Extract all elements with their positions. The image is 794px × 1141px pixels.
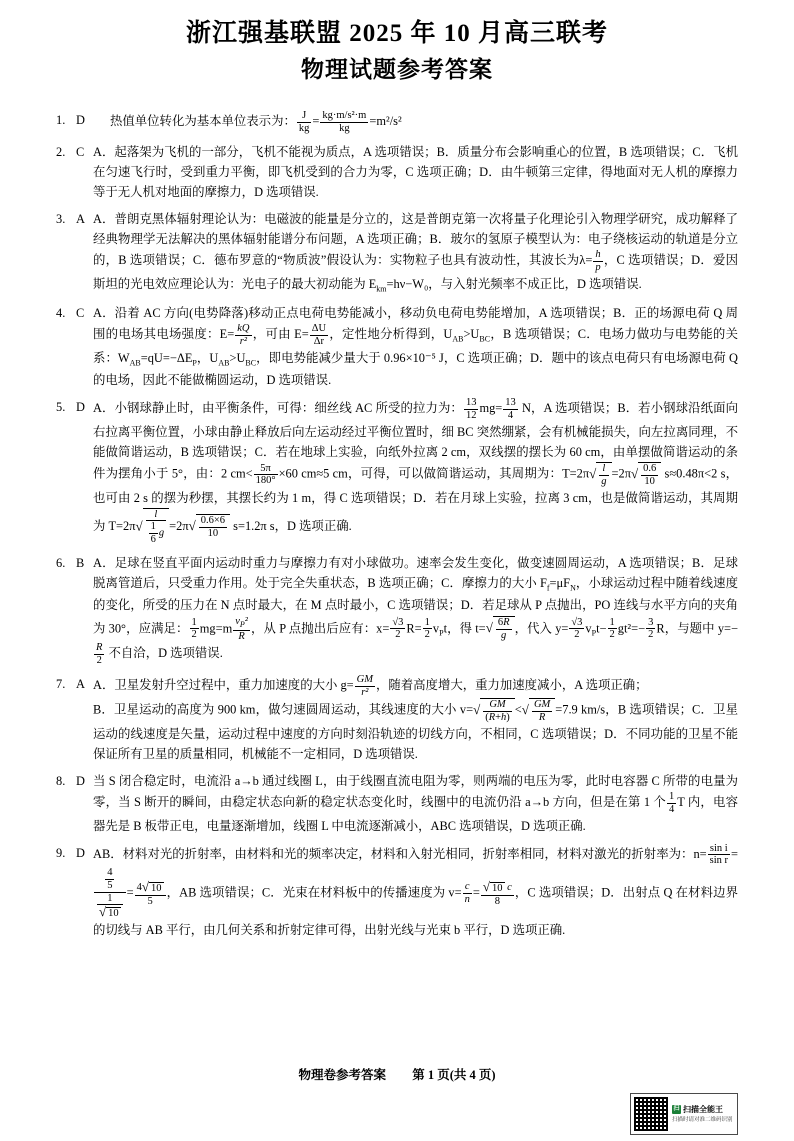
answer-body	[93, 843, 738, 941]
subscript: f	[546, 583, 550, 593]
answer-key: B	[76, 555, 85, 570]
answer-text: ，从 P 点抛出后应有：x=	[250, 620, 390, 635]
answer-text: =7.9 km/s，B 选项错误；C．卫星运动的线速度是矢量，运动过程中速度的方向时刻沿轨迹的切线方向，不相同，C 选项错误；D．不同功能的卫星不能保证所有卫星的质量相同，机械能不一定相同，D 选项错误.	[93, 702, 738, 761]
answer-number: 7.	[56, 676, 66, 691]
answer-number: 5.	[56, 400, 66, 415]
answer-text: 当 S 闭合稳定时，电流沿 a→b 通过线圈 L，由于线圈直流电阻为零，则两端的电压为零，此时电容器 C 所带的电量为零，当 S 断开的瞬间，由稳定状态向新的稳定状态变化时，线圈中的电流仍沿 a→b 方向，但是在第 1 个	[93, 774, 738, 810]
qr-description: 扫描时请对准二维码识别	[672, 1116, 733, 1123]
answer-text: B．卫星运动的高度为 900 km，做匀速圆周运动，其线速度的大小 v=	[93, 702, 474, 717]
subscript: N	[570, 583, 576, 593]
answer-number: 2.	[56, 144, 66, 159]
fraction: $\frac{4√ 10}{5}$	[135, 880, 166, 908]
page-number: 第 1 页(共 4 页)	[412, 1068, 496, 1082]
subscript: AB	[452, 334, 464, 344]
answer-text: =2π	[169, 518, 189, 533]
subscript: AB	[129, 358, 141, 368]
fraction: $\frac{\text{sin i}}{\text{sin r}}$	[709, 842, 728, 867]
answer-text: ，代入 y=	[514, 620, 569, 635]
footer-label: 物理卷参考答案	[298, 1068, 386, 1082]
answer-body	[93, 553, 738, 667]
unit-expression: m²/s²	[376, 114, 402, 129]
subscript: P	[439, 628, 444, 638]
answer-body	[93, 674, 738, 764]
answer-text: ，C 选项错误；D．出射点 Q 在材料边界的切线与 AB 平行，由几何关系和折射定律可得，出射光线与光束 b 平行，D 选项正确.	[93, 885, 738, 938]
answer-key: C	[76, 144, 85, 159]
answer-key: D	[76, 845, 85, 860]
answer-text: ，U	[196, 350, 219, 365]
answer-text: ，B 选项错误；C．电场力做功与电势能的关系：W	[93, 327, 738, 365]
answer-number: 9.	[56, 845, 66, 860]
answer-key: C	[76, 306, 85, 321]
fraction: $\frac{\text{kg·m/s²·m}}{kg}$	[322, 110, 367, 135]
answer-text: 热值单位转化为基本单位表示为：	[110, 114, 296, 129]
equals-sign: =	[369, 114, 377, 129]
answer-text: =2π	[569, 466, 590, 481]
answer-text: t，得 t=	[443, 620, 486, 635]
answer-body	[93, 110, 738, 135]
fraction: $\frac{1}{2}$	[191, 616, 197, 641]
square-root: √ $\frac{GM}{R}$	[522, 698, 555, 724]
equals-sign: =	[126, 885, 134, 900]
fraction: $\frac{c}{n}$	[464, 881, 470, 906]
scan-badge-icon: 扫	[673, 1106, 680, 1113]
answer-number: 1.	[56, 113, 66, 128]
answer-text: v	[585, 620, 592, 635]
answer-number: 8.	[56, 774, 66, 789]
answer-number: 3.	[56, 212, 66, 227]
page-subtitle: 物理试题参考答案	[301, 56, 493, 82]
square-root: √ $\frac{6R}{g}$	[486, 616, 515, 642]
fraction: $\frac{kQ}{\text{r²}}$	[237, 323, 250, 348]
answer-text: s=1.2π s，D 选项正确.	[230, 518, 352, 533]
answer-text: R，与题中 y=−	[656, 620, 738, 635]
square-root: √ l $\frac{1}{6}$ g	[136, 508, 170, 546]
fraction: $\frac{√ 10 c}{8}$	[482, 878, 512, 907]
answer-text: ，小球运动过程中随着线速度的变化，所受的压力在 N 点时最大，在 M 点时最小，C 选项错误；D．若足球从 P 点抛出，PO 连线与水平方向的夹角为 30°，应满足：	[93, 576, 738, 635]
answer-text: =qU=−ΔE	[140, 350, 193, 365]
answer-key: D	[76, 774, 85, 789]
answer-body	[93, 209, 738, 296]
answer-body	[93, 303, 738, 390]
page-title: 浙江强基联盟 2025 年 10 月高三联考	[185, 20, 608, 47]
formula-lead: n=	[693, 846, 707, 861]
answer-text: N，A 选项错误；B．若小钢球沿纸面向右拉离平衡位置，小球由静止释放后向左运动经过平衡位置时，细 BC 突然绷紧，会有机械能损失，向左拉离同理，不能做简谐运动，B 选项错误；C．若在地球上实验，向纸外拉离 2 cm，双线摆的摆长为 60 cm，由单摆做简谐运动的条件为摆角小于 5°，由：2 cm<	[93, 401, 739, 481]
answer-item	[56, 674, 738, 764]
qr-code-icon	[634, 1097, 668, 1131]
answer-text: T 内，电容器先是 B 板带正电，电量逐渐增加，线圈 L 中电流逐渐减小，ABC 选项错误，D 选项正确.	[93, 795, 738, 833]
subscript: AB	[218, 358, 230, 368]
answer-text: 不自洽，D 选项错误.	[105, 646, 223, 661]
formula-lead: λ=	[579, 253, 593, 268]
answer-item	[56, 110, 738, 135]
fraction: $\frac{√3}{2}$	[392, 616, 404, 641]
fraction: $\frac{3}{2}$	[648, 616, 654, 641]
square-root: √ $\frac{l}{g}$	[589, 462, 611, 488]
answer-text: =hν−W₀，与入射光频率不成正比，D 选项错误.	[386, 276, 642, 291]
answer-text: A．足球在竖直平面内运动时重力与摩擦力有对小球做功。速率会发生变化，做变速圆周运动，A 选项错误；B．足球脱离管道后，只受重力作用。处于完全失重状态，B 选项正确；C．摩擦力的大小 F	[93, 555, 738, 591]
fraction: $\frac{\frac{4}{5}}{\frac{1}{√ 10}}$	[94, 867, 126, 920]
answer-text: t−	[596, 620, 607, 635]
fraction: $\frac{13}{4}$	[505, 397, 516, 422]
answer-item	[56, 553, 738, 667]
answer-text: ，C 选项错误；D．爱因斯坦的光电效应理论认为：光电子的最大初动能为 E	[93, 253, 738, 291]
fraction: $\frac{√3}{2}$	[571, 616, 583, 641]
square-root: √ $\frac{0.6}{10}$	[631, 462, 661, 488]
answer-text: A．普朗克黑体辐射理论认为：电磁波的能量是分立的，这是普朗克第一次将量子化理论引入物理学研究，成功解释了经典物理学无法解决的黑体辐射能谱分布问题，A 选项正确；B．玻尔的氢原子模型认为：电子绕核运动的轨道是分立的，B 选项错误；C．德布罗意的“物质波”假设认为：实物粒子也具有波动性，其波长为	[93, 212, 738, 268]
fraction: $\frac{1}{2}$	[609, 616, 615, 641]
answer-text: ，可由 E=	[252, 327, 309, 342]
answer-text: ×60 cm≈5 cm，可得，可以做简谐运动，其周期为：T	[278, 466, 570, 481]
answer-text: s≈0.48π<2 s，也可由 2 s 的摆为秒摆，其摆长约为 1 m，得 C 选项错误；D．若在月球上实验，拉离 3 cm，也是做简谐运动，其周期为 T=2π	[93, 466, 738, 533]
answer-key: D	[76, 400, 85, 415]
answer-text: AB．材料对光的折射率，由材料和光的频率决定，材料和入射光相同，折射率相同，材料对激光的折射率为：	[93, 846, 694, 861]
square-root: √ $\frac{0.6\times 6}{10}$	[189, 514, 230, 540]
answer-item	[56, 397, 738, 546]
answer-key: A	[76, 676, 85, 691]
answer-text: ，随着高度增大，重力加速度减小，A 选项正确；	[376, 677, 648, 692]
answer-text: R=	[406, 620, 422, 635]
answer-text: gt²=−	[617, 620, 646, 635]
fraction: $\frac{1}{2}$	[424, 616, 430, 641]
answer-key: D	[76, 113, 85, 128]
answer-body: A．起落架为飞机的一部分，飞机不能视为质点，A 选项错误；B．质量分布会影响重心的位置，B 选项错误；C．飞机在匀速飞行时，受到重力平衡，即飞机受到的合力为零，C 选项正确；D．由牛顿第三定律，得地面对无人机的摩擦力等于无人机对地面的摩擦力，D 选项错误.	[93, 144, 738, 200]
answer-item	[56, 209, 738, 296]
answer-item	[56, 843, 738, 941]
answer-text: <	[514, 702, 522, 717]
fraction: $\frac{h}{p}$	[595, 249, 601, 274]
subscript: P	[591, 628, 597, 638]
answer-item	[56, 142, 738, 202]
answer-text: ，即电势能减少量大于 0.96×10⁻⁵ J，C 选项正确；D．题中的该点电荷只有电场源电荷 Q 的电场，因此不能做椭圆运动，D 选项错误.	[93, 350, 739, 388]
fraction: $\frac{R}{2}$	[96, 642, 103, 667]
answer-body	[93, 397, 738, 546]
equals-sign: =	[731, 846, 738, 861]
answer-item	[56, 771, 738, 836]
fraction: $\frac{5\pi}{180^\circ}$	[255, 462, 276, 487]
subscript: km	[376, 284, 387, 294]
fraction: $\frac{13}{12}$	[465, 397, 477, 422]
answer-text: mg=	[479, 401, 503, 416]
answer-text: =μF	[549, 576, 571, 591]
equals-sign: =	[312, 114, 320, 129]
page-footer	[0, 1065, 794, 1083]
answer-number: 6.	[56, 555, 66, 570]
answer-text: v	[432, 620, 440, 635]
answer-text: >U	[463, 327, 480, 342]
fraction: $\frac{\Delta U}{\Delta r}$	[311, 323, 327, 348]
answer-text: =2π	[611, 466, 631, 481]
qr-brand	[672, 1105, 733, 1115]
fraction: $\frac{GM}{\text{r²}}$	[356, 673, 373, 698]
answer-text: A．沿着 AC 方向(电势降落)移动正点电荷电势能减小，移动负电荷电势能增加，A 选项错误；B．正的场源电荷 Q 周围的电场其电场强度：E=	[93, 306, 738, 342]
answer-text: >U	[229, 350, 246, 365]
fraction: $\frac{J}{kg}$	[298, 110, 310, 135]
answer-text: ，定性地分析得到，U	[329, 327, 453, 342]
answer-text: A．小钢球静止时，由平衡条件，可得：细丝线 AC 所受的拉力为：	[93, 401, 463, 416]
qr-brand-label: 扫描全能王	[683, 1104, 723, 1114]
answer-text: =	[472, 885, 480, 900]
square-root: √ $\frac{GM}{(R+h)}$	[473, 698, 515, 724]
qr-watermark	[630, 1093, 738, 1135]
answer-text: A．卫星发射升空过程中，重力加速度的大小 g=	[93, 677, 354, 692]
answer-key: A	[76, 212, 85, 227]
subscript: P	[192, 358, 197, 368]
answer-text: ，AB 选项错误；C．光束在材料板中的传播速度为 v=	[166, 885, 462, 900]
fraction: $\frac{v_P^2}{R}$	[235, 615, 248, 642]
answer-number: 4.	[56, 306, 66, 321]
subscript: BC	[245, 358, 257, 368]
answer-text: mg=m	[199, 620, 233, 635]
fraction: $\frac{1}{4}$	[668, 791, 675, 815]
answer-item	[56, 303, 738, 390]
subscript: BC	[479, 334, 491, 344]
answer-sheet-page	[0, 18, 794, 1141]
answer-body	[93, 771, 738, 836]
answer-list	[56, 110, 738, 940]
